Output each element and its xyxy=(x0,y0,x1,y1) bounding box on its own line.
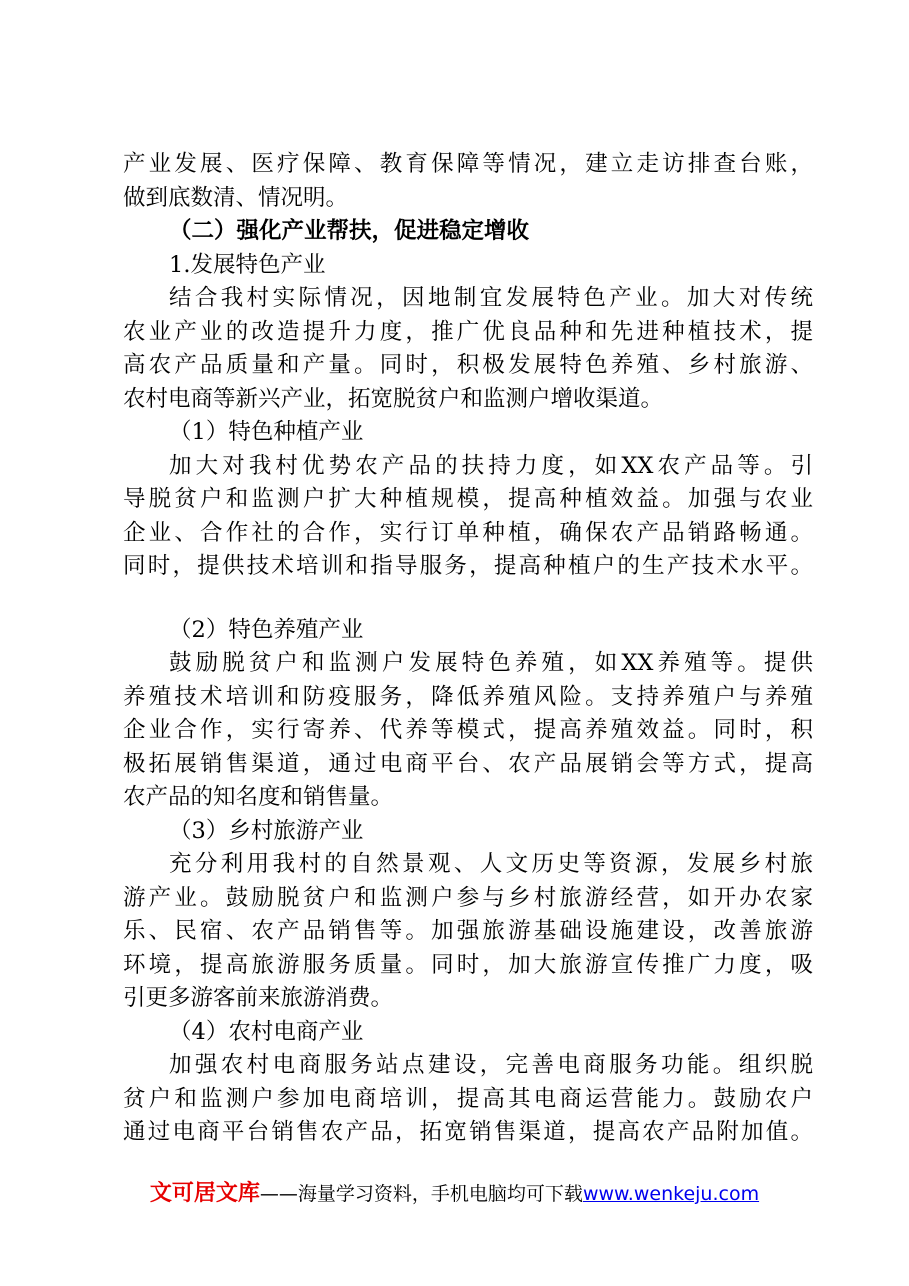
paragraph-ecommerce xyxy=(123,1049,813,1150)
text-line: 企业合作，实行寄养、代养等模式，提高养殖效益。同时，积 xyxy=(123,717,813,743)
footer-banner xyxy=(0,1180,909,1208)
text-line: 通过电商平台销售农产品，拓宽销售渠道，提高农产品附加值。 xyxy=(123,1119,813,1145)
subsection-heading: 1.发展特色产业 xyxy=(169,251,326,278)
paragraph-develop-industry xyxy=(123,282,813,416)
document-body xyxy=(123,148,813,1150)
text-line: 加强农村电商服务站点建设，完善电商服务功能。组织脱 xyxy=(169,1052,813,1078)
text-line: 贫户和监测户参加电商培训，提高其电商运营能力。鼓励农户 xyxy=(123,1085,813,1112)
text-line: 极拓展销售渠道，通过电商平台、农产品展销会等方式，提高 xyxy=(123,750,813,777)
text-line: 乐、民宿、农产品销售等。加强旅游基础设施建设，改善旅游 xyxy=(123,918,813,944)
text-line: 充分利用我村的自然景观、人文历史等资源，发展乡村旅 xyxy=(169,851,813,877)
footer-brand: 文可居文库 xyxy=(149,1181,260,1206)
text-line: 加大对我村优势农产品的扶持力度，如XX农产品等。引 xyxy=(169,452,813,479)
text-line: 引更多游客前来旅游消费。 xyxy=(123,985,394,1011)
text-line: 农产品的知名度和销售量。 xyxy=(123,784,394,810)
text-line: 企业、合作社的合作，实行订单种植，确保农产品销路畅通。 xyxy=(123,519,813,546)
text-line: 结合我村实际情况，因地制宜发展特色产业。加大对传统 xyxy=(169,285,813,311)
text-line: 鼓励脱贫户和监测户发展特色养殖，如XX养殖等。提供 xyxy=(169,650,813,676)
paragraph-intro-continued xyxy=(123,148,813,215)
section-heading: （二）强化产业帮扶，促进稳定增收 xyxy=(169,218,530,244)
footer-link[interactable]: www.wenkeju.com xyxy=(582,1183,760,1205)
paragraph-tourism xyxy=(123,848,813,1016)
text-line: 高农产品质量和产量。同时，积极发展特色养殖、乡村旅游、 xyxy=(123,352,813,378)
text-line: 农村电商等新兴产业，拓宽脱贫户和监测户增收渠道。 xyxy=(123,385,664,412)
text-line: 同时，提供技术培训和指导服务，提高种植户的生产技术水平。 xyxy=(123,553,813,579)
text-line: 养殖技术培训和防疫服务，降低养殖风险。支持养殖户与养殖 xyxy=(123,683,813,710)
item-heading-planting: （1）特色种植产业 xyxy=(169,419,364,445)
text-line: 游产业。鼓励脱贫户和监测户参与乡村旅游经营，如开办农家 xyxy=(123,884,813,911)
paragraph-breeding xyxy=(123,647,813,815)
text-line: 环境，提高旅游服务质量。同时，加大旅游宣传推广力度，吸 xyxy=(123,951,813,978)
text-line: 做到底数清、情况明。 xyxy=(123,184,349,211)
text-line: 产业发展、医疗保障、教育保障等情况，建立走访排查台账， xyxy=(123,151,813,177)
paragraph-planting xyxy=(123,450,813,584)
footer-slogan: ——海量学习资料，手机电脑均可下载 xyxy=(259,1183,583,1205)
item-heading-tourism: （3）乡村旅游产业 xyxy=(169,817,364,844)
item-heading-ecommerce: （4）农村电商产业 xyxy=(169,1018,364,1045)
item-heading-breeding: （2）特色养殖产业 xyxy=(169,616,364,643)
text-line: 导脱贫户和监测户扩大种植规模，提高种植效益。加强与农业 xyxy=(123,486,813,512)
blank-line xyxy=(123,584,813,614)
text-line: 农业产业的改造提升力度，推广优良品种和先进种植技术，提 xyxy=(123,318,813,345)
